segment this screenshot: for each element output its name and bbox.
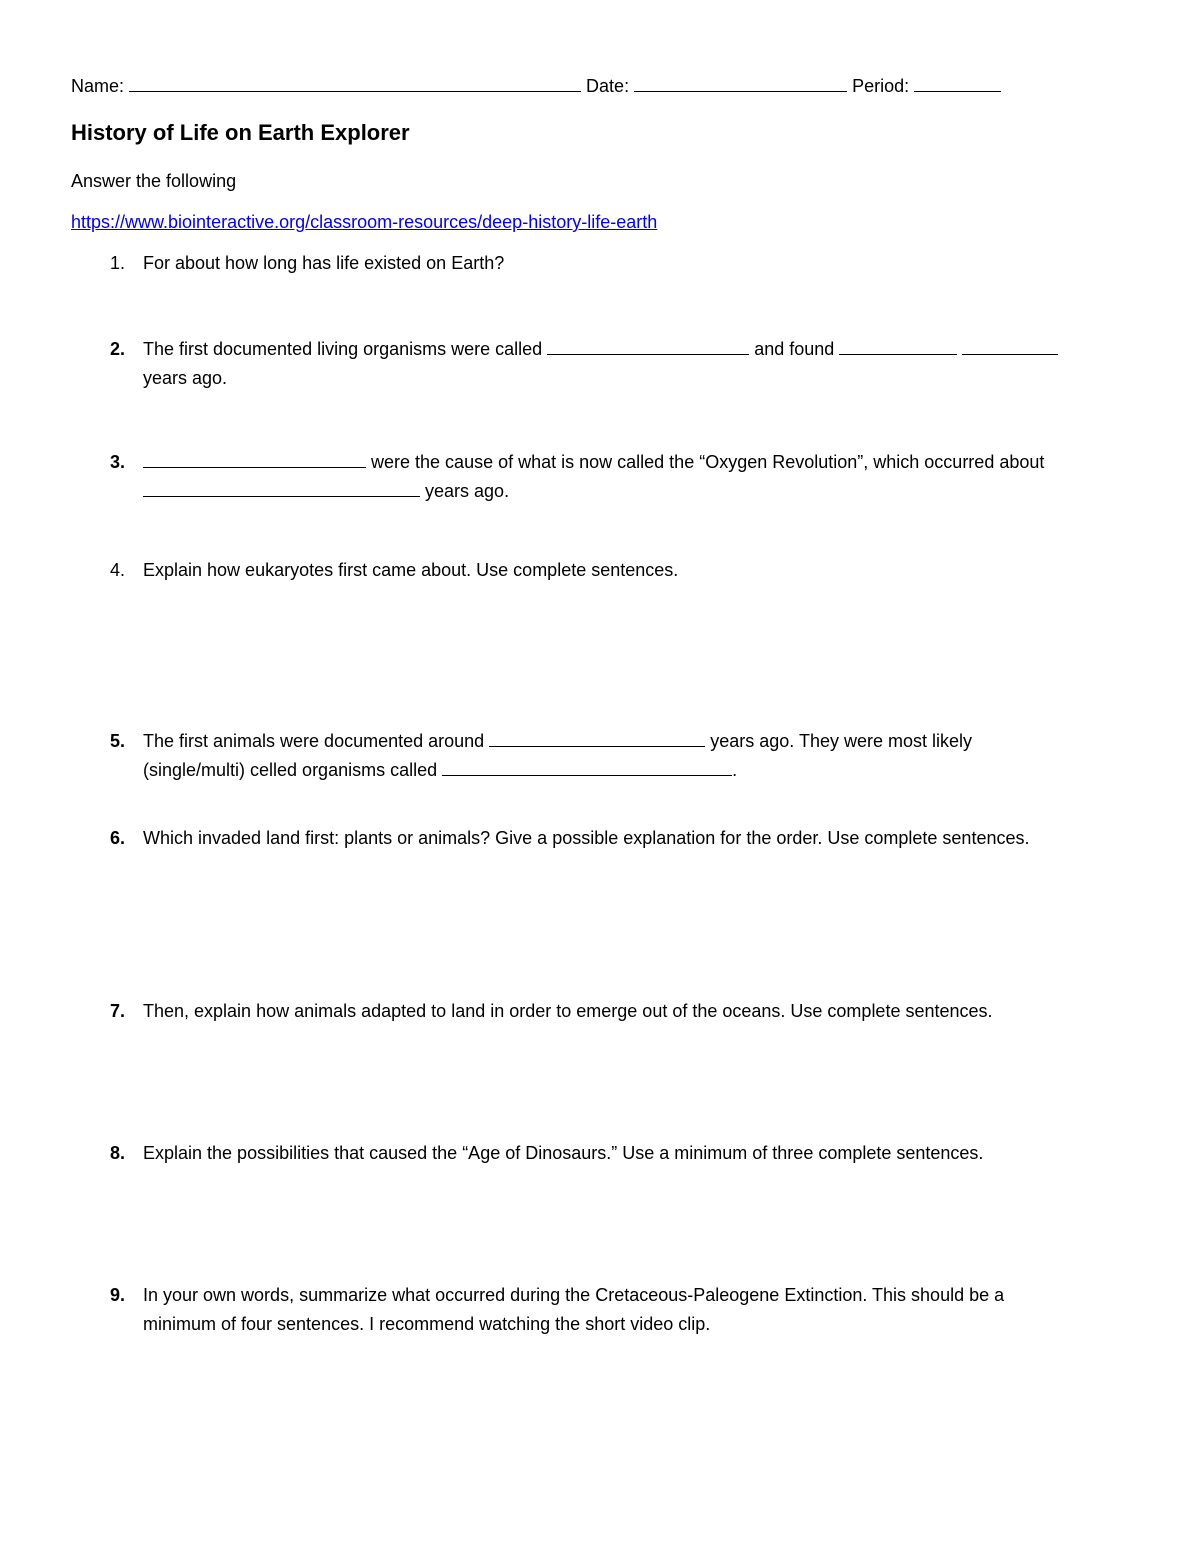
- question-number: 8.: [109, 1143, 125, 1163]
- question-5-line-2: [143, 756, 737, 784]
- question-1-text: For about how long has life existed on Earth?: [143, 253, 505, 273]
- question-number: 2.: [109, 339, 125, 359]
- name-label: Name:: [71, 76, 125, 96]
- instruction-text: Answer the following: [71, 171, 237, 191]
- date-field[interactable]: [634, 73, 847, 92]
- question-5-part-a: The first animals were documented around: [143, 731, 485, 751]
- answer-blank[interactable]: [962, 336, 1058, 355]
- period-label: Period:: [852, 76, 910, 96]
- question-3-line-2-text: years ago.: [425, 481, 510, 501]
- question-number: 7.: [109, 1001, 125, 1021]
- question-3-line-2: [143, 477, 509, 505]
- page-title: History of Life on Earth Explorer: [71, 120, 410, 145]
- question-7-text: Then, explain how animals adapted to land in order to emerge out of the oceans. Use complete sentences.: [143, 1001, 993, 1021]
- resource-link[interactable]: https://www.biointeractive.org/classroom-resources/deep-history-life-earth: [71, 212, 658, 232]
- question-5-line-2-b: .: [732, 760, 738, 780]
- question-number: 9.: [109, 1285, 125, 1305]
- period-field[interactable]: [914, 73, 1001, 92]
- question-8-text: Explain the possibilities that caused the “Age of Dinosaurs.” Use a minimum of three complete sentences.: [143, 1143, 984, 1163]
- question-2-part-b: and found: [754, 339, 835, 359]
- answer-blank[interactable]: [547, 336, 749, 355]
- question-2-line-1: [143, 335, 1058, 363]
- question-9-line-1: In your own words, summarize what occurred during the Cretaceous-Paleogene Extinction. This should be a: [143, 1285, 1005, 1305]
- question-3-line-1: [143, 448, 1044, 476]
- answer-blank[interactable]: [143, 449, 366, 468]
- answer-blank[interactable]: [143, 478, 420, 497]
- question-6-text: Which invaded land first: plants or animals? Give a possible explanation for the order. Use complete sentences.: [143, 828, 1030, 848]
- question-number: 4.: [109, 560, 125, 580]
- question-2-part-a: The first documented living organisms were called: [143, 339, 543, 359]
- question-5-part-b: years ago. They were most likely: [710, 731, 972, 751]
- date-label: Date:: [586, 76, 630, 96]
- question-9-line-2: minimum of four sentences. I recommend watching the short video clip.: [143, 1314, 711, 1334]
- question-number: 5.: [109, 731, 125, 751]
- question-5-line-1: [143, 727, 972, 755]
- question-4-text: Explain how eukaryotes first came about. Use complete sentences.: [143, 560, 679, 580]
- answer-blank[interactable]: [839, 336, 957, 355]
- answer-blank[interactable]: [442, 757, 732, 776]
- header-row: [71, 73, 1001, 98]
- question-2-line-2: years ago.: [143, 368, 228, 388]
- name-field[interactable]: [129, 73, 581, 92]
- question-3-part-a: were the cause of what is now called the “Oxygen Revolution”, which occurred about: [371, 452, 1045, 472]
- answer-blank[interactable]: [489, 728, 705, 747]
- question-number: 6.: [109, 828, 125, 848]
- question-number: 1.: [109, 253, 125, 273]
- question-number: 3.: [109, 452, 125, 472]
- question-5-line-2-a: (single/multi) celled organisms called: [143, 760, 438, 780]
